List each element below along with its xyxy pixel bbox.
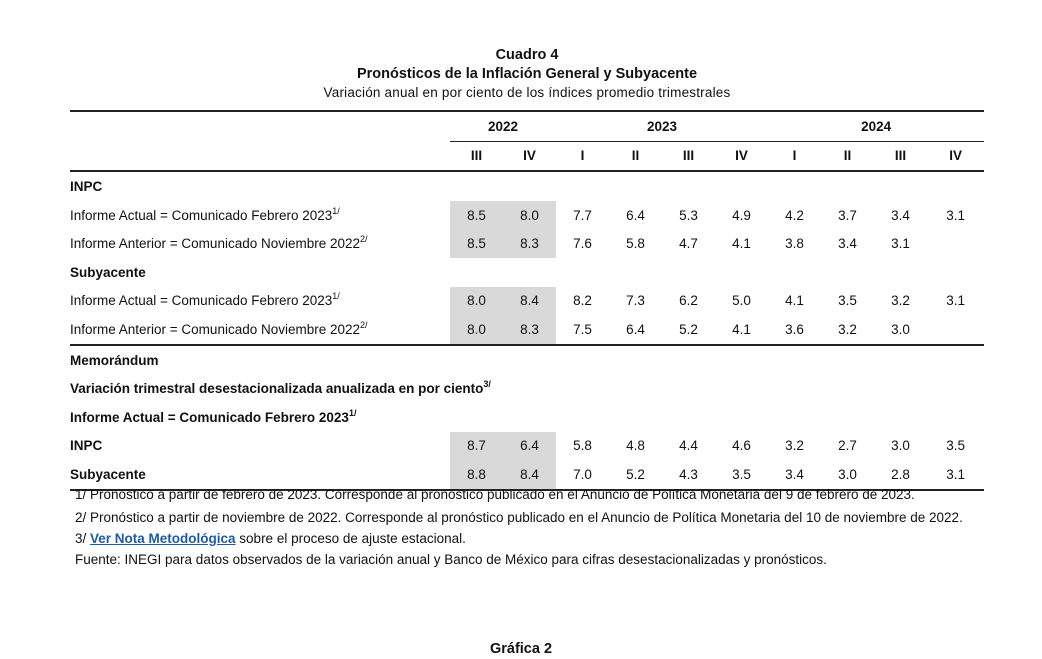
section-row-inpc (70, 171, 984, 201)
value-cell: 7.6 (573, 236, 592, 252)
quarter-header: III (874, 141, 927, 171)
value-cell: 5.2 (662, 315, 715, 345)
source-note: Fuente: INEGI para datos observados de la variación anual y Banco de México para cifras desestacionalizadas y pronósticos. (75, 552, 827, 567)
value-cell: 3.1 (946, 293, 965, 309)
table-subtitle: Pronósticos de la Inflación General y Subyacente (356, 66, 698, 82)
value-cell: 3.1 (891, 236, 910, 252)
value-cell: 5.8 (573, 438, 592, 454)
section-row-memo-report (70, 403, 984, 432)
footnote-ref: 3/ (483, 379, 491, 390)
footnote-1: 1/ Pronóstico a partir de febrero de 2023. Corresponde al pronóstico publicado en el Anuncio de Política Monetaria del 9 de febrero de 2023. (75, 487, 915, 502)
row-label: Informe Anterior = Comunicado Noviembre $2022^{2/}$ (70, 234, 368, 252)
footnote-ref: 1/ (348, 407, 357, 418)
methodology-link[interactable]: Ver Nota Metodológica (90, 531, 236, 546)
value-cell: 4.4 (679, 438, 698, 454)
value-cell: 3.1 (946, 207, 965, 223)
table-row (70, 315, 984, 345)
row-label: INPC (70, 438, 103, 454)
table-row (70, 201, 984, 230)
value-cell: 3.4 (891, 207, 910, 223)
footnotes (75, 484, 981, 570)
value-cell: 8.3 (503, 315, 556, 345)
value-cell: 8.0 (503, 201, 556, 230)
quarter-header: IV (503, 141, 556, 171)
value-cell: 8.0 (450, 315, 503, 345)
table-number: Cuadro 4 (495, 47, 559, 63)
value-cell: 4.6 (732, 438, 751, 454)
section-label: Variación trimestral desestacionalizada anualizada en por ciento$^{3/}$ (70, 379, 491, 397)
section-label: INPC (70, 178, 103, 194)
quarter-header-row (70, 141, 984, 171)
forecast-table (70, 110, 984, 491)
quarter-header: I (556, 141, 609, 171)
value-cell: 4.1 (785, 293, 804, 309)
row-label: Subyacente (70, 460, 450, 490)
footnote-ref: 2/ (360, 234, 368, 245)
section-row-memo-sub (70, 374, 984, 403)
value-cell: 4.2 (785, 207, 804, 223)
next-figure-title: Gráfica 2 (489, 641, 553, 657)
footnote-ref: 1/ (332, 205, 340, 216)
table-row (70, 432, 984, 461)
value-cell: 6.2 (679, 293, 698, 309)
value-cell: 5.0 (732, 293, 751, 309)
value-cell: 8.5 (450, 229, 503, 258)
section-label: Subyacente (70, 264, 146, 280)
value-cell: 8.4 (503, 287, 556, 316)
quarter-header: IV (715, 141, 768, 171)
value-cell: 7.3 (626, 293, 645, 309)
value-cell: 3.8 (785, 236, 804, 252)
table-row (70, 287, 984, 316)
value-cell: 4.1 (715, 315, 768, 345)
section-label: Informe Actual = Comunicado Febrero $2023^{1/}$ (70, 407, 357, 425)
quarter-header: I (768, 141, 821, 171)
value-cell: 6.4 (609, 315, 662, 345)
year-header: 2023 (556, 111, 768, 141)
value-cell: 4.3 (662, 460, 715, 490)
value-cell: 7.5 (556, 315, 609, 345)
footnote-ref: 1/ (332, 291, 340, 302)
value-cell: 4.8 (626, 438, 645, 454)
value-cell: 8.0 (450, 287, 503, 316)
table-title-block (70, 46, 984, 102)
value-cell: 3.6 (768, 315, 821, 345)
table-row (70, 229, 984, 258)
year-header: 2024 (768, 111, 984, 141)
quarter-header: III (450, 141, 503, 171)
value-cell: 4.1 (732, 236, 751, 252)
year-header-row (70, 111, 984, 141)
value-cell: 3.5 (715, 460, 768, 490)
row-label: Informe Actual = Comunicado Febrero $2023^{1/}$ (70, 291, 340, 309)
value-cell: 3.4 (768, 460, 821, 490)
row-label: Informe Anterior = Comunicado Noviembre $2022^{2/}$ (70, 315, 450, 345)
section-row-subyacente (70, 258, 984, 287)
section-row-memo (70, 345, 984, 375)
value-cell: 3.2 (891, 293, 910, 309)
value-cell: 3.5 (946, 438, 965, 454)
value-cell: 6.4 (503, 432, 556, 461)
value-cell: 4.7 (679, 236, 698, 252)
value-cell: 4.9 (732, 207, 751, 223)
quarter-header: II (609, 141, 662, 171)
footnote-3: 3/ Ver Nota Metodológica sobre el proceso de ajuste estacional. (75, 531, 466, 546)
value-cell: 3.0 (891, 438, 910, 454)
value-cell: 7.7 (573, 207, 592, 223)
footnote-2: 2/ Pronóstico a partir de noviembre de 2022. Corresponde al pronóstico publicado en el Anuncio de Política Monetaria del 10 de noviembre de 2022. (75, 510, 963, 525)
value-cell: 5.2 (609, 460, 662, 490)
value-cell: 8.7 (450, 432, 503, 461)
value-cell: 3.0 (874, 315, 927, 345)
quarter-header: IV (927, 141, 984, 171)
value-cell: 3.1 (927, 460, 984, 490)
table-caption: Variación anual en por ciento de los índices promedio trimestrales (323, 85, 731, 100)
value-cell: 3.5 (838, 293, 857, 309)
value-cell: 3.7 (838, 207, 857, 223)
value-cell: 8.5 (450, 201, 503, 230)
footnote-ref: 2/ (360, 319, 368, 330)
quarter-header: II (821, 141, 874, 171)
value-cell: 2.7 (838, 438, 857, 454)
value-cell: 8.3 (503, 229, 556, 258)
value-cell: 8.8 (450, 460, 503, 490)
value-cell: 6.4 (626, 207, 645, 223)
value-cell: 8.4 (503, 460, 556, 490)
section-label: Memorándum (70, 352, 159, 368)
value-cell: 3.4 (838, 236, 857, 252)
value-cell: 2.8 (874, 460, 927, 490)
value-cell: 5.3 (679, 207, 698, 223)
value-cell: 3.2 (821, 315, 874, 345)
value-cell: 5.8 (626, 236, 645, 252)
value-cell: 8.2 (573, 293, 592, 309)
value-cell (927, 315, 984, 345)
row-label: Informe Actual = Comunicado Febrero $2023^{1/}$ (70, 205, 340, 223)
value-cell (927, 229, 984, 258)
value-cell: 3.2 (785, 438, 804, 454)
quarter-header: III (662, 141, 715, 171)
value-cell: 3.0 (821, 460, 874, 490)
year-header: 2022 (450, 111, 556, 141)
value-cell: 7.0 (556, 460, 609, 490)
